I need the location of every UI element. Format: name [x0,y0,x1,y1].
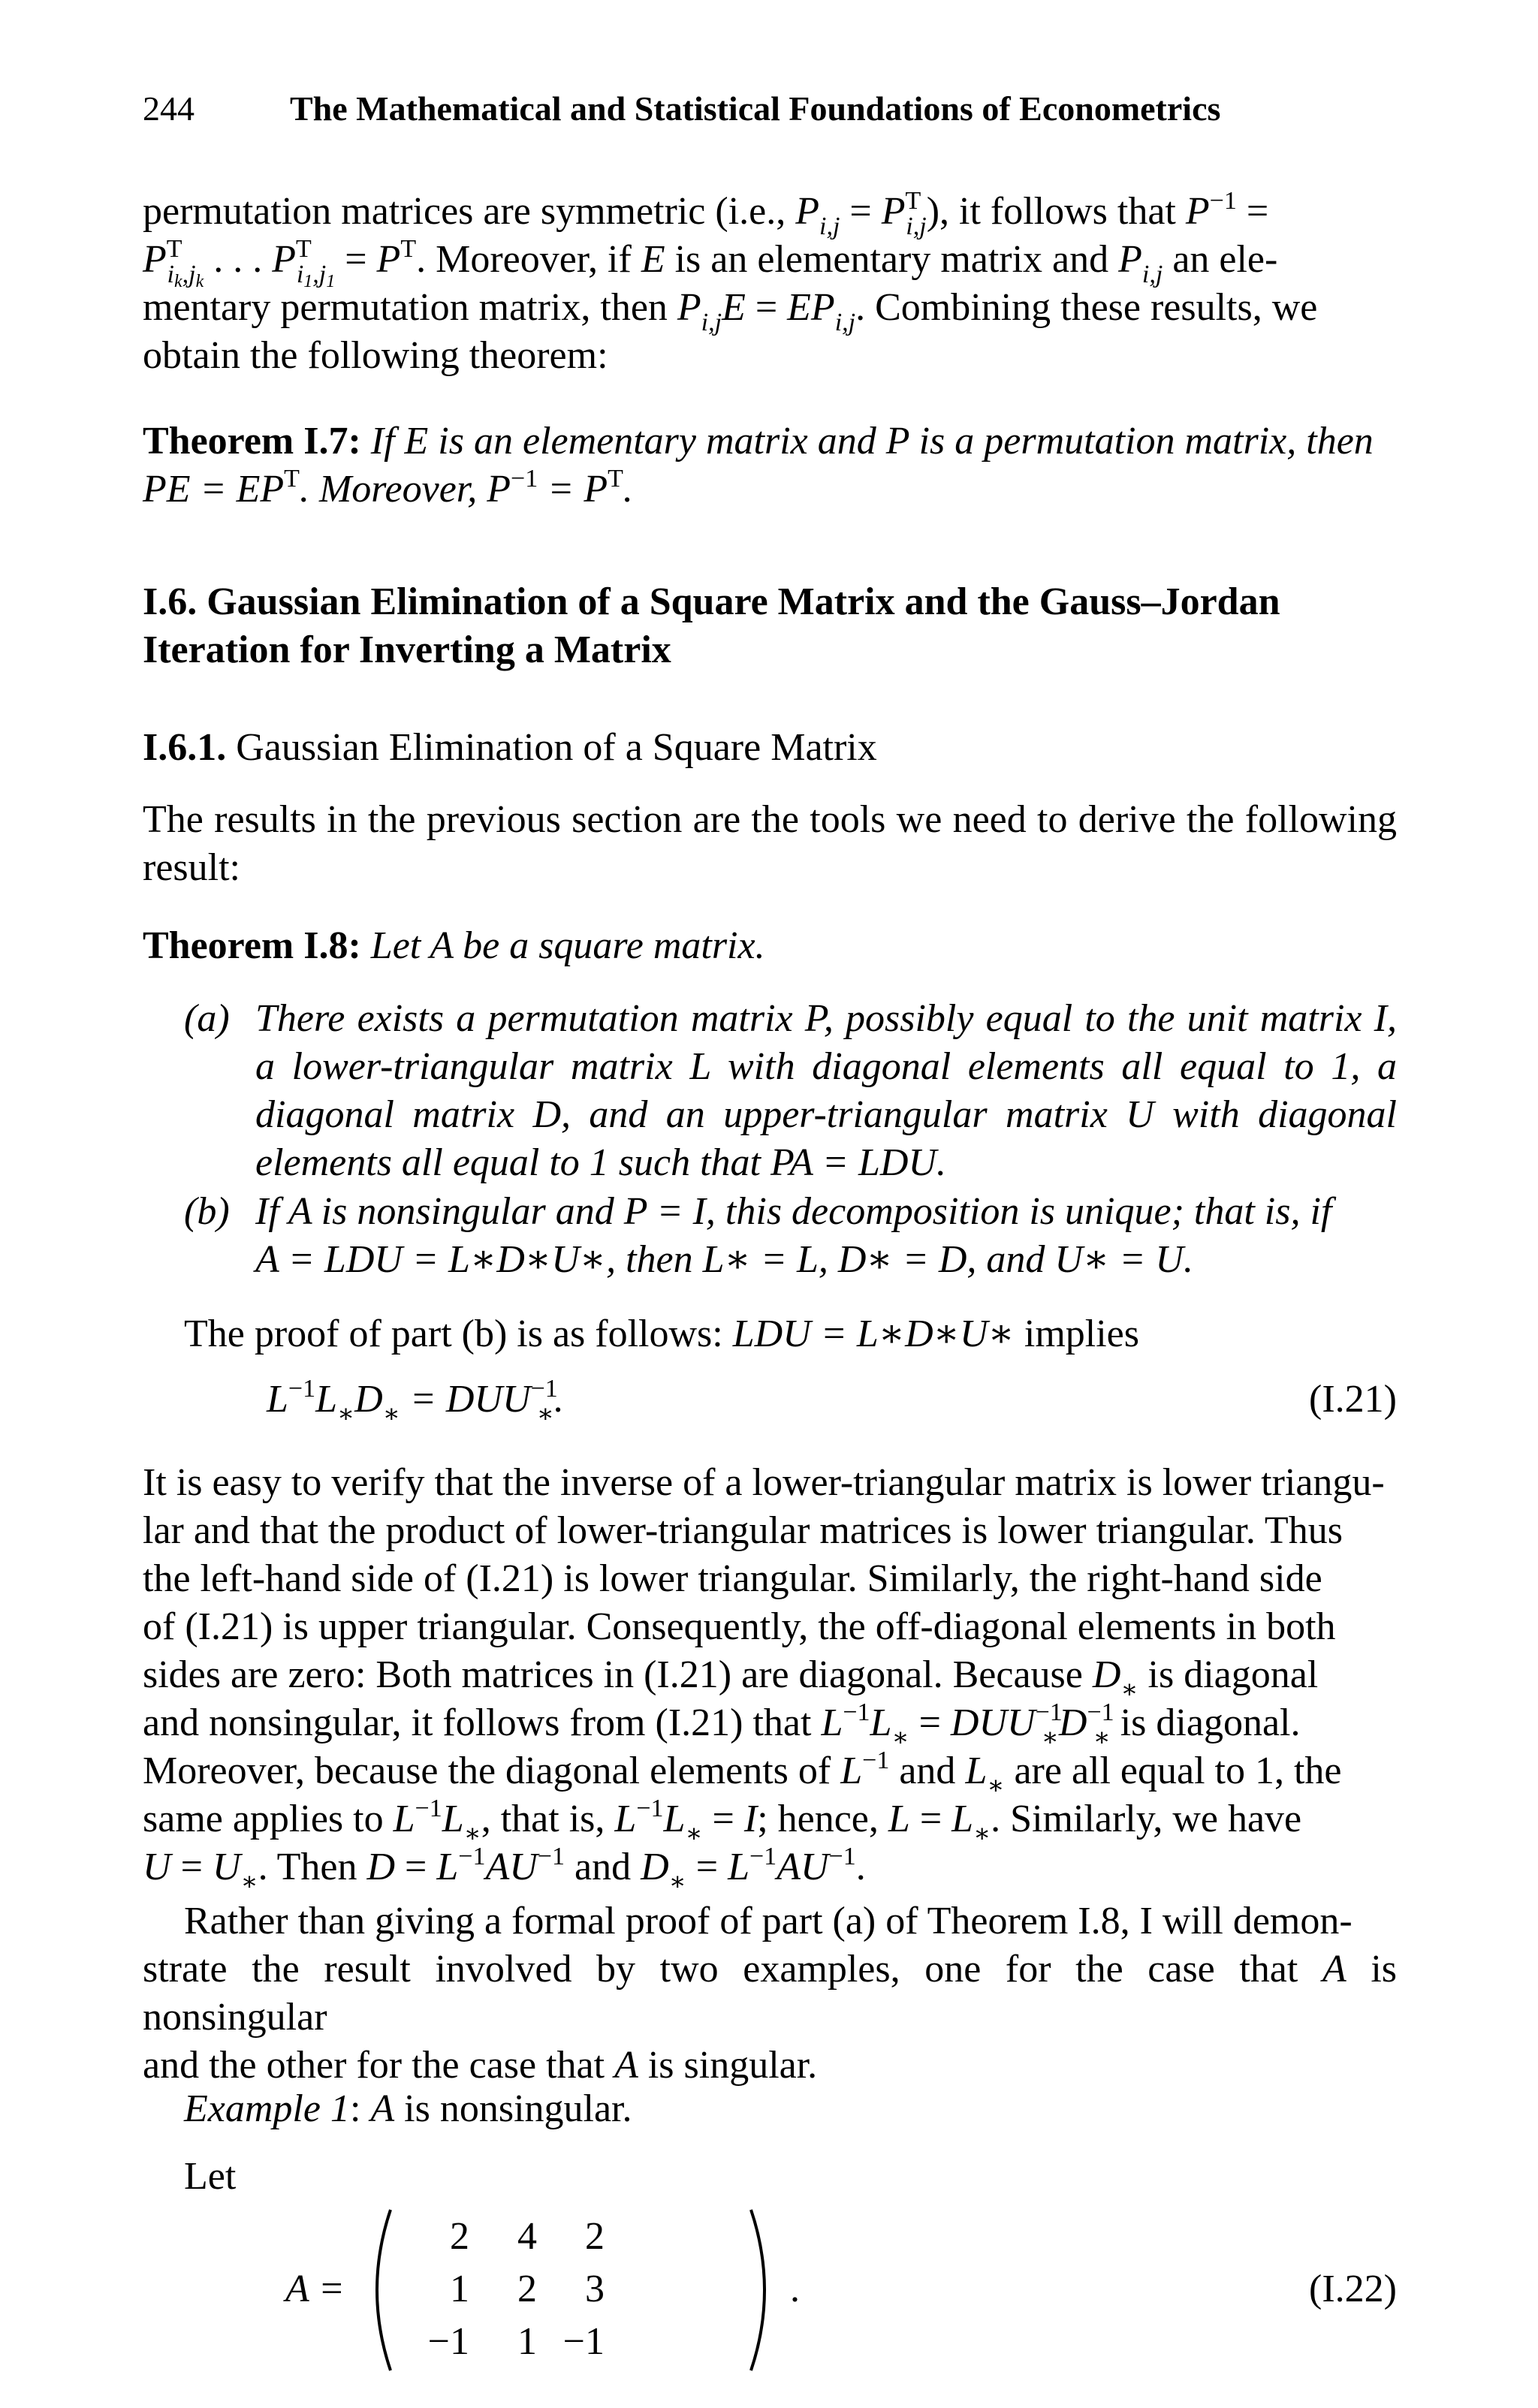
theorem-i7-text: If E is an elementary matrix and P is a permutation matrix, then [370,420,1374,463]
equation-i22-lhs: A = [285,2268,345,2310]
equation-number-i22: (I.22) [1309,2268,1397,2310]
matrix-cell: 3 [585,2268,605,2310]
proof-lead: The proof of part (b) is as follows: LDU = L∗D∗U∗ implies [184,1312,1139,1355]
intro-paragraph [143,188,1397,380]
equation-i21: $L^{-1}L_∗D_∗ = DUU^{-1}_∗$. (I.21) [267,1375,1397,1428]
matrix-cell: 1 [450,2268,469,2310]
matrix-cell: 2 [517,2268,537,2310]
equation-number-i21: (I.21) [1309,1378,1397,1421]
theorem-i7: Theorem I.7: If E is an elementary matrix and P is a permutation matrix, then PE = $EP^T$. Moreover, $P^{-1} = P^T$. [143,420,1374,511]
running-head: The Mathematical and Statistical Foundations of Econometrics [290,89,1221,128]
proof-paragraph: It is easy to verify that the inverse of a lower-triangular matrix is lower triangu- lar and that the product of lower-triangular matrices is lower triangular. Thus the left-hand side of (I.21) is lower triangular. Similarly, the right-hand side of (I.21) is upper triangular. Consequently, the off-diagonal elements in both sides are zero: Both matrices in (I.21) are diagonal. Because $D_∗$ is diagonal and nonsingular, it follows from (I.21) that $L^{-1}L_∗ = DUU^{-1}_∗D^{-1}_∗$ is diagonal. Moreover, because the diagonal elements of $L^{-1}$ and $L_∗$ are all equal to 1, the same applies to $L^{-1}L_∗$, that is, $L^{-1}L_∗ = I$; hence, $L = L_∗$. Similarly, we have $U = U_∗$. Then $D = L^{-1}AU^{-1}$ and $D_∗ = L^{-1}AU^{-1}$. [143,1461,1385,1896]
rather-paragraph: Rather than giving a formal proof of part (a) of Theorem I.8, I will demon- strate the result involved by two examples, one for the case that A is nonsingular and the other for the case that A is singular. [143,1900,1398,2087]
tools-paragraph: The results in the previous section are the tools we need to derive the following result: [143,798,1397,889]
example-1-heading: Example 1: A is nonsingular. [184,2087,632,2130]
intro-line-3: mentary permutation matrix, then $P_{i,j}E = EP_{i,j}$. Combining these results, we [143,286,1318,336]
intro-line-1: permutation matrices are symmetric (i.e., $P_{i,j} = P^T_{i,j}$), it follows that $P^{-1}$ = [143,187,1269,240]
theorem-i7-label: Theorem I.7: [143,420,361,463]
matrix-cell: 1 [517,2320,537,2363]
matrix-cell: 2 [450,2215,469,2258]
example-1-let: Let [184,2155,237,2198]
intro-line-4: obtain the following theorem: [143,334,608,377]
matrix-cell: 2 [585,2215,605,2258]
subsection-heading: I.6.1. Gaussian Elimination of a Square Matrix [143,726,877,769]
section-heading: I.6. Gaussian Elimination of a Square Matrix and the Gauss–Jordan Iteration for Inverting a Matrix [143,580,1280,671]
theorem-i8-head: Theorem I.8: Let A be a square matrix. [143,924,765,967]
equation-i22: A = 2 4 2 1 2 3 −1 1 −1 . (I.22) [143,2204,1397,2376]
intro-line-2: $P^T_{i_k,j_k}$ . . . $P^T_{i_1,j_1} = P^T$. Moreover, if E is an elementary matrix and $P_{i,j}$ an ele- [143,235,1278,291]
matrix-cell: 4 [517,2215,537,2258]
matrix-cell: −1 [562,2320,605,2363]
page-number: 244 [143,89,195,128]
matrix-cell: −1 [427,2320,469,2363]
